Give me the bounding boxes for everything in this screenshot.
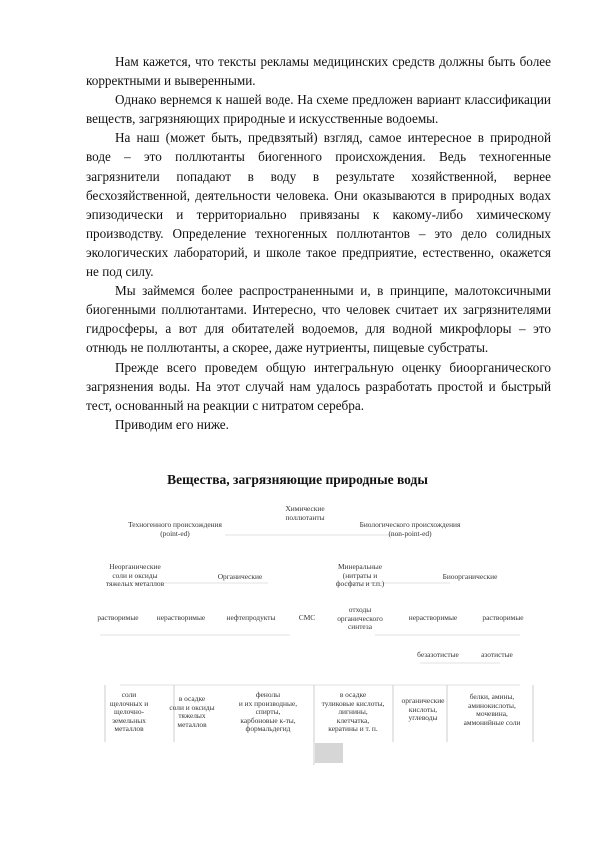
node-cellulose-sediment: в осадке туликовые кислоты, лигнины, клетчатка, кератины и т. п. — [321, 690, 385, 734]
node-bioorganic: Биоорганические — [442, 572, 498, 581]
node-technogenic: Техногенного происхождения (point-ed) — [128, 520, 222, 538]
node-sms: СМС — [298, 613, 316, 622]
node-phenols: фенолы и их производные, спирты, карбоновые к-ты, формальдегид — [238, 690, 298, 734]
node-insoluble-bio: нерастворимые — [408, 613, 458, 622]
node-insoluble-tech: нерастворимые — [156, 613, 206, 622]
node-synthesis-waste: отходы органического синтеза — [337, 605, 383, 632]
node-oil-products: нефтепродукты — [226, 613, 276, 622]
node-soluble-bio: растворимые — [482, 613, 524, 622]
diagram-title: Вещества, загрязняющие природные воды — [167, 472, 428, 487]
node-chemical-pollutants: Химические поллютанты — [285, 504, 325, 522]
node-proteins: белки, амины, аминокислоты, мочевина, аммонийные соли — [463, 692, 521, 727]
node-inorganic: Неорганические соли и оксиды тяжелых металлов — [105, 562, 165, 589]
paragraph: Однако вернемся к нашей воде. На схеме предложен вариант классификации веществ, загрязняющих природные и искусственные водоемы. — [86, 92, 551, 127]
node-organic: Органические — [217, 572, 263, 581]
paragraph: Мы займемся более распространенными и, в принципе, малотоксичными биогенными поллютантами. Интересно, что человек считает их загрязнителями гидросферы, а вот для обитателей водоемов, для водной микрофлоры – это отнюдь не поллютанты, а скорее, даже нутриенты, пищевые субстраты. — [86, 283, 551, 356]
paragraph: Прежде всего проведем общую интегральную оценку биоорганического загрязнения воды. На этот случай нам удалось разработать простой и быстрый тест, основанный на реакции с нитратом серебра. — [86, 359, 551, 413]
node-heavy-metal-sediment: в осадке соли и оксиды тяжелых металлов — [169, 694, 215, 729]
paragraph: Нам кажется, что тексты рекламы медицинских средств должны быть более корректными и выверенными. — [86, 54, 551, 89]
body-text — [86, 52, 551, 434]
classification-diagram — [90, 495, 540, 765]
node-alkali-salts: соли щелочных и щелочно- земельных металлов — [109, 690, 149, 734]
node-organic-acids: органические кислоты, углеводы — [401, 696, 445, 723]
paragraph: Приводим его ниже. — [115, 416, 229, 432]
node-soluble-tech: растворимые — [97, 613, 139, 622]
node-mineral: Минеральные (нитраты и фосфаты и т.п.) — [335, 562, 385, 589]
paragraph: На наш (может быть, предвзятый) взгляд, самое интересное в природной воде – это поллютанты биогенного происхождения. Ведь техногенные загрязнители попадают в воду в результате хозяйственной, вернее бесхозяйственной, деятельности человека. Они оказываются в природных водах эпизодически и территориально привязаны к какому-либо химическому производству. Определение техногенных поллютантов – это дело солидных экологических лабораторий, и школе такое предприятие, естественно, окажется не под силу. — [86, 130, 551, 280]
node-nitrogen-free: безазотистые — [417, 650, 459, 659]
node-nitrogenous: азотистые — [481, 650, 513, 659]
node-biological: Биологического происхождения (non-point-ed) — [359, 520, 461, 538]
